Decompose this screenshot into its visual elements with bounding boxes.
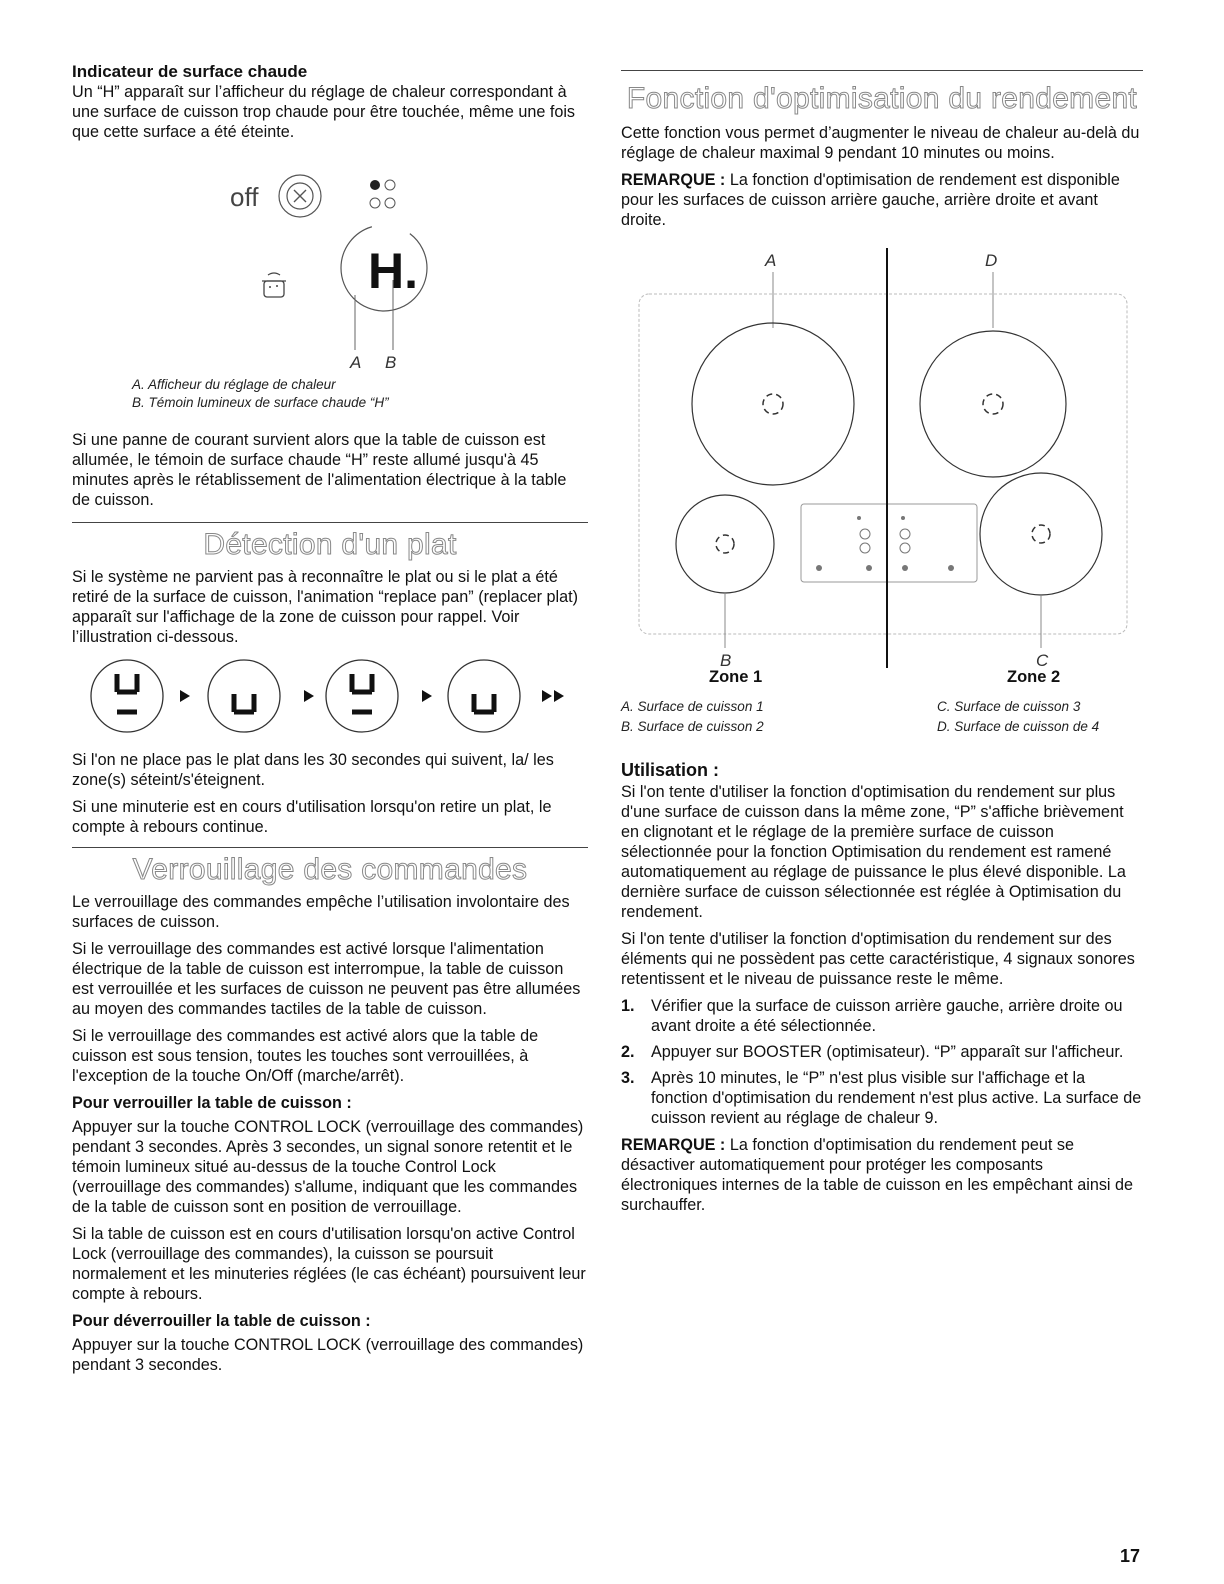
pan-display-frame-1 xyxy=(91,660,163,732)
usage-p1: Si l'on tente d'utiliser la fonction d'optimisation du rendement sur plus d'une surface de cuisson dans la même zone, “P” s'affiche brièvement en clignotant et le réglage de la première surface de cuisson sélectionnée pour la fonction Optimisation du rendement est ramené automatiquement au réglage de puissance le plus élevé disponible. La dernière surface de cuisson sélectionnée est réglée à Optimisation du rendement. xyxy=(621,783,1126,921)
pan-display-frame-3 xyxy=(326,660,398,732)
indicator-dot xyxy=(385,198,395,208)
pan-detect-text-2: Si l'on ne place pas le plat dans les 30 secondes qui suivent, la/ les zone(s) séteint/s'éteignent. xyxy=(72,751,554,789)
indicator-dot xyxy=(385,180,395,190)
arrow-icon xyxy=(180,690,190,702)
usage-p2: Si l'on tente d'utiliser la fonction d'optimisation du rendement sur des éléments qui ne possèdent pas cette caractéristique, 4 signaux sonores retentissent et le niveau de puissance reste le même. xyxy=(621,930,1135,988)
double-arrow-icon xyxy=(542,690,564,702)
usage-step xyxy=(621,1042,1143,1062)
unlock-heading: Pour déverrouiller la table de cuisson : xyxy=(72,1312,371,1330)
hot-surface-title: Indicateur de surface chaude xyxy=(72,62,308,81)
booster-text: Cette fonction vous permet d’augmenter le niveau de chaleur au-delà du réglage de chaleur maximal 9 pendant 10 minutes ou moins. xyxy=(621,124,1140,162)
control-lock-p2: Si le verrouillage des commandes est activé lorsque l'alimentation électrique de la table de cuisson est interrompue, la table de cuisson est verrouillée et les surfaces de cuisson ne peuvent pas être allumées au moyen des commandes tactiles de la table de cuisson. xyxy=(72,940,581,1018)
pan-display-frame-4 xyxy=(448,660,520,732)
zone-1-label: Zone 1 xyxy=(709,668,763,686)
pan-detect-title: Détection d'un plat xyxy=(203,528,457,561)
cooktop-zones-figure xyxy=(621,248,1143,668)
zone-legend xyxy=(621,668,1143,738)
divider xyxy=(72,522,588,523)
usage-steps xyxy=(621,996,1143,1128)
fig-label-a: A xyxy=(350,353,362,370)
pot-icon xyxy=(262,273,286,297)
caption-d: D. Surface de cuisson de 4 xyxy=(937,719,1100,734)
pan-detect-text: Si le système ne parvient pas à reconnaître le plat ou si le plat a été retiré de la surface de cuisson, l'animation “replace pan” (replacer plat) apparaît sur l'affichage de la zone de cuisson pour rappel. Voir l’illustration ci-dessous. xyxy=(72,568,579,646)
usage-note xyxy=(621,1135,1143,1215)
hot-surface-caption-b: B. Témoin lumineux de surface chaude “H” xyxy=(132,395,389,410)
control-lock-p1: Le verrouillage des commandes empêche l’utilisation involontaire des surfaces de cuisson. xyxy=(72,893,570,931)
note-label: REMARQUE : xyxy=(621,1136,726,1154)
unlock-text: Appuyer sur la touche CONTROL LOCK (verrouillage des commandes) pendant 3 secondes. xyxy=(72,1336,584,1374)
right-column xyxy=(621,62,1143,1222)
caption-b: B. Surface de cuisson 2 xyxy=(621,719,764,734)
fig-label-a: A xyxy=(765,251,777,270)
caption-c: C. Surface de cuisson 3 xyxy=(937,699,1081,714)
control-lock-p3: Si le verrouillage des commandes est activé alors que la table de cuisson est sous tension, toutes les touches sont verrouillées, à l'exception de la touche On/Off (marche/arrêt). xyxy=(72,1027,539,1085)
off-label: off xyxy=(230,182,259,212)
step-number: 1. xyxy=(621,997,635,1015)
cooking-surface-2 xyxy=(676,495,774,593)
indicator-dot-filled xyxy=(370,180,380,190)
fig-label-c: C xyxy=(1036,651,1049,668)
lock-text: Appuyer sur la touche CONTROL LOCK (verrouillage des commandes) pendant 3 secondes. Après 3 secondes, un signal sonore retentit et le témoin lumineux situé au-dessus de la touche Control Lock (verrouillage des commandes) s'allume, indiquant que les commandes de la table de cuisson sont en position de verrouillage. xyxy=(72,1118,584,1216)
step-number: 2. xyxy=(621,1043,635,1061)
arrow-icon xyxy=(304,690,314,702)
display-char: H. xyxy=(368,243,418,299)
lock-text-2: Si la table de cuisson est en cours d'utilisation lorsqu'on active Control Lock (verrouillage des commandes), la cuisson se poursuit normalement et les minuteries réglées (le cas échéant) poursuivent leur compte à rebours. xyxy=(72,1225,586,1303)
cooking-surface-4 xyxy=(920,331,1066,477)
control-lock-title: Verrouillage des commandes xyxy=(132,853,528,886)
step-text: Appuyer sur BOOSTER (optimisateur). “P” apparaît sur l'afficheur. xyxy=(651,1043,1124,1061)
note-text: La fonction d'optimisation du rendement peut se désactiver automatiquement pour protéger les composants électroniques internes de la table de cuisson en les empêchant ainsi de surchauffer. xyxy=(621,1136,1134,1214)
note-text: La fonction d'optimisation de rendement est disponible pour les surfaces de cuisson arrière gauche, arrière droite et avant droite. xyxy=(621,171,1120,229)
cooking-surface-1 xyxy=(692,323,854,485)
step-text: Après 10 minutes, le “P” n'est plus visible sur l'affichage et la fonction d'optimisation du rendement n'est plus active. La surface de cuisson revient au réglage de chaleur 9. xyxy=(651,1069,1142,1127)
usage-step xyxy=(621,1068,1143,1128)
step-text: Vérifier que la surface de cuisson arrière gauche, arrière droite ou avant droite a été sélectionnée. xyxy=(651,997,1123,1035)
lock-heading: Pour verrouiller la table de cuisson : xyxy=(72,1094,352,1112)
hot-surface-text: Un “H” apparaît sur l’afficheur du réglage de chaleur correspondant à une surface de cuisson trop chaude pour être touchée, même une fois que cette surface a été éteinte. xyxy=(72,83,576,141)
cooking-surface-3 xyxy=(980,473,1102,595)
fig-label-b: B xyxy=(720,651,732,668)
divider xyxy=(72,847,588,848)
booster-title: Fonction d'optimisation du rendement xyxy=(626,82,1138,115)
left-column xyxy=(72,62,588,1382)
hot-surface-text-2: Si une panne de courant survient alors que la table de cuisson est allumée, le témoin de surface chaude “H” reste allumé jusqu'à 45 minutes après le rétablissement de l'alimentation électrique à la table de cuisson. xyxy=(72,431,567,509)
usage-title: Utilisation : xyxy=(621,760,719,780)
zone-2-label: Zone 2 xyxy=(1007,668,1061,686)
fig-label-d: D xyxy=(985,251,998,270)
pan-display-frame-2 xyxy=(208,660,280,732)
hot-surface-figure xyxy=(72,150,588,370)
step-number: 3. xyxy=(621,1069,635,1087)
replace-pan-animation xyxy=(72,654,588,744)
note-label: REMARQUE : xyxy=(621,171,726,189)
hot-surface-caption-a: A. Afficheur du réglage de chaleur xyxy=(132,377,336,392)
usage-step xyxy=(621,996,1143,1036)
pan-detect-text-3: Si une minuterie est en cours d'utilisation lorsqu'on retire un plat, le compte à rebours continue. xyxy=(72,798,552,836)
caption-a: A. Surface de cuisson 1 xyxy=(621,699,764,714)
page-number: 17 xyxy=(1120,1546,1141,1566)
fig-label-b: B xyxy=(385,353,397,370)
booster-note xyxy=(621,170,1143,230)
cooktop-outline xyxy=(639,294,1127,634)
indicator-dot xyxy=(370,198,380,208)
arrow-icon xyxy=(422,690,432,702)
divider xyxy=(621,70,1143,71)
